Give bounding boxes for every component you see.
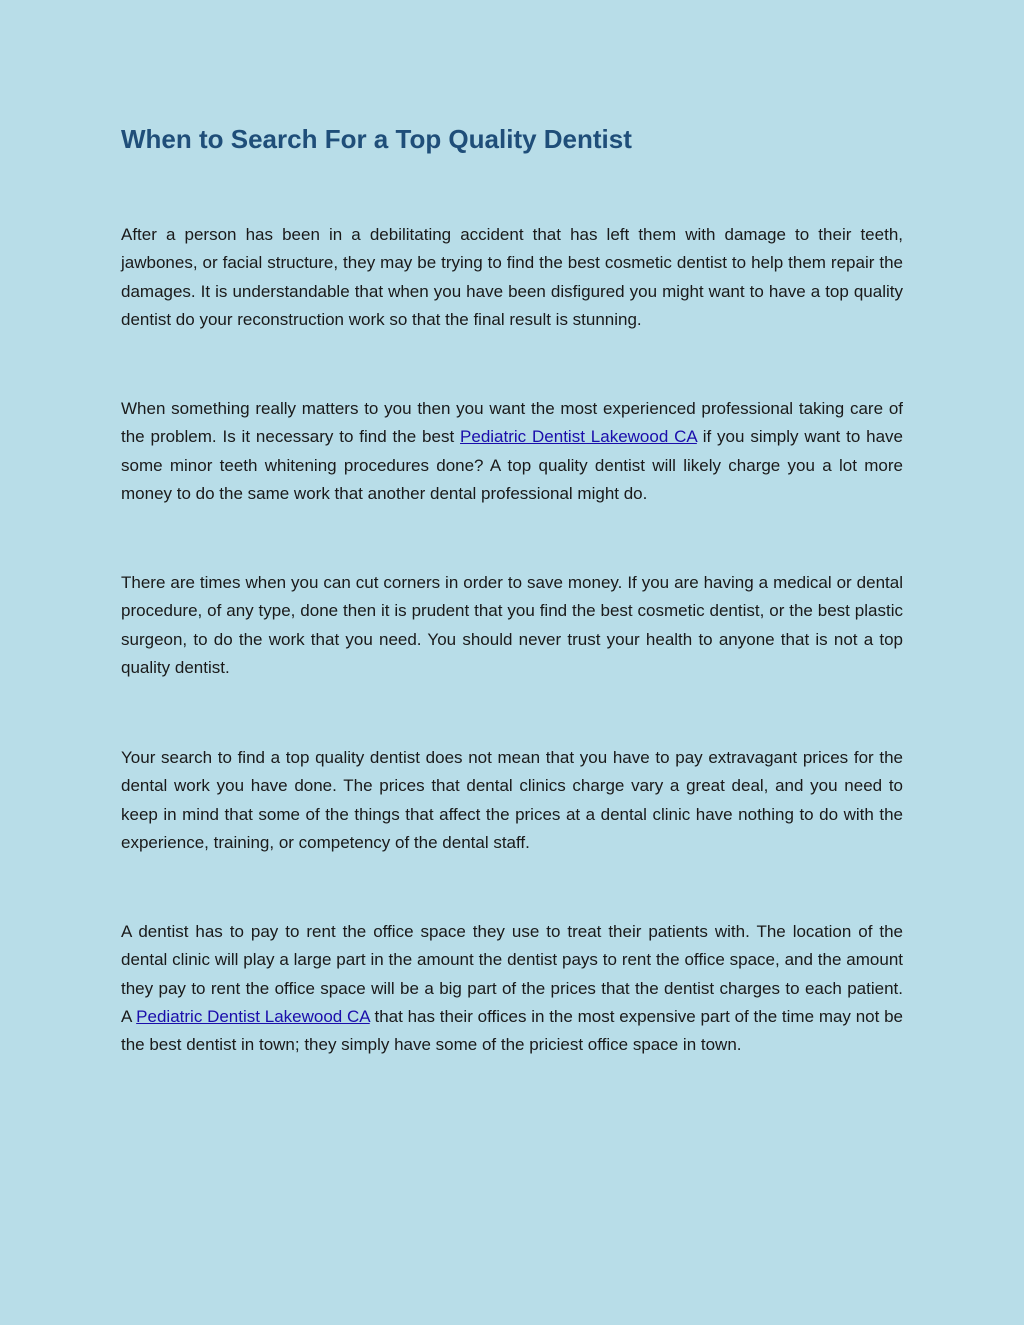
paragraph-1: After a person has been in a debilitating accident that has left them with damage to their teeth, jawbones, or facial structure, they may be trying to find the best cosmetic dentist to help them repair the damages. It is understandable that when you have been disfigured you might want to have a top quality dentist do your reconstruction work so that the final result is stunning. [121,225,903,329]
paragraph-5-text-before: A dentist has to pay to rent the office space they use to treat their patients with. The location of the dental clinic will play a large part in the amount the dentist pays to rent the office space, and the amount they pay to rent the office space will be a big part of the prices that the dentist charges to each patient. A [121,922,903,1026]
paragraph-4: Your search to find a top quality dentist does not mean that you have to pay extravagant prices for the dental work you have done. The prices that dental clinics charge vary a great deal, and you need to keep in mind that some of the things that affect the prices at a dental clinic have nothing to do with the experience, training, or competency of the dental staff. [121,748,903,852]
paragraph-2-text-before: When something really matters to you then you want the most experienced professional taking care of the problem. Is it necessary to find the best [121,399,903,447]
paragraph-2-text-after: if you simply want to have some minor teeth whitening procedures done? A top quality dentist will likely charge you a lot more money to do the same work that another dental professional might do. [121,427,904,503]
paragraph-5 [121,918,903,1059]
pediatric-dentist-link-1[interactable]: Pediatric Dentist Lakewood CA [460,427,697,447]
pediatric-dentist-link-2[interactable]: Pediatric Dentist Lakewood CA [136,1006,370,1026]
paragraph-5-text-after: that has their offices in the most expensive part of the time may not be the best dentist in town; they simply have some of the priciest office space in town. [121,1006,904,1055]
paragraph-3: There are times when you can cut corners in order to save money. If you are having a medical or dental procedure, of any type, done then it is prudent that you find the best cosmetic dentist, or the best plastic surgeon, to do the work that you need. You should never trust your health to anyone that is not a top quality dentist. [121,573,903,677]
paragraph-2 [121,395,903,508]
document-title: When to Search For a Top Quality Dentist [121,124,632,154]
document-page [121,0,903,1325]
